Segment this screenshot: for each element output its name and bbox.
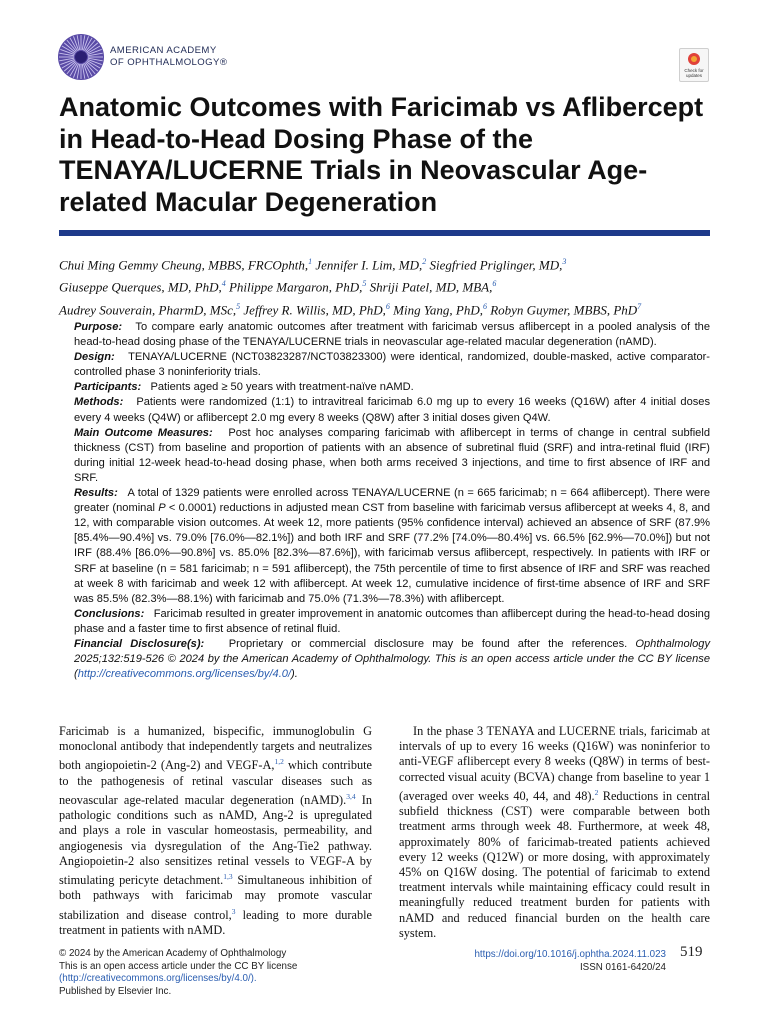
affiliation-marker[interactable]: 5 bbox=[236, 301, 241, 311]
affiliation-marker[interactable]: 6 bbox=[482, 301, 487, 311]
author-name: Giuseppe Querques, MD, PhD, bbox=[59, 279, 222, 295]
body-paragraph-left: Faricimab is a humanized, bispecific, immunoglobulin G monoclonal antibody that independently targets and neutralizes both angiopoietin-2 (Ang-2) and VEGF-A,$^{1,2}$ which contribute to the pathogenesis of retinal vascular diseases such as neovascular age-related macular degeneration (nAMD).$^{3,4}$ In pathologic conditions such as nAMD, Ang-2 is upregulated and plays a role in vascular homeostasis, permeability, and angiogenesis via dysregulation of the Ang-Tie2 pathway. Angiopoietin-2 also sensitizes retinal vessels to VEGF-A by stimulating pericyte detachment.$^{1,3}$ Simultaneous inhibition of both pathways with faricimab may promote vascular stabilization and disease control,$^3$ leading to more durable treatment in patients with nAMD. bbox=[59, 724, 372, 937]
affiliation-marker[interactable]: 6 bbox=[385, 301, 390, 311]
citation-text: Ophthalmology 2025;132:519-526 © 2024 by the American Academy of Ophthalmology. This is an open access article under the CC BY license ( bbox=[74, 637, 710, 681]
issn: ISSN 0161-6420/24 bbox=[579, 961, 666, 973]
author-name: Philippe Margaron, PhD, bbox=[228, 279, 363, 295]
reference-link[interactable]: 2 bbox=[594, 787, 599, 797]
participants-label: Participants: bbox=[74, 381, 142, 394]
affiliation-marker[interactable]: 5 bbox=[362, 279, 367, 289]
results-p-symbol: P bbox=[158, 502, 166, 515]
body-column-left bbox=[59, 724, 372, 938]
abstract-results bbox=[74, 486, 710, 607]
page-number: 519 bbox=[680, 944, 703, 960]
author-name: Shriji Patel, MD, MBA, bbox=[369, 279, 493, 295]
crossmark-label: Check for updates bbox=[684, 68, 704, 78]
footer-doi bbox=[430, 949, 666, 974]
author-list bbox=[59, 252, 719, 319]
doi-link[interactable]: https://doi.org/10.1016/j.ophtha.2024.11.023 bbox=[474, 949, 666, 960]
reference-link[interactable]: 3,4 bbox=[346, 791, 356, 801]
body-column-right bbox=[399, 724, 710, 941]
outcome-text: Post hoc analyses comparing faricimab with aflibercept in terms of change in central subfield thickness (CST) from baseline and proportion of patients with an absence of subretinal fluid (SRF) and intra-retinal fluid (IRF) during initial 12-week head-to-head dosing phase, when both arms received 3 injections, and time to first absence of IRF and SRF. bbox=[74, 426, 710, 484]
affiliation-marker[interactable]: 6 bbox=[492, 279, 497, 289]
results-text-a: A total of 1329 patients were enrolled across TENAYA/LUCERNE (n = 665 faricimab; n = 664 aflibercept). There were greater (nominal bbox=[74, 487, 711, 515]
methods-label: Methods: bbox=[74, 396, 124, 409]
author-name: Audrey Souverain, PharmD, MSc, bbox=[59, 301, 237, 317]
affiliation-marker[interactable]: 7 bbox=[637, 301, 642, 311]
abstract-purpose bbox=[74, 320, 710, 350]
check-for-updates-button[interactable] bbox=[679, 48, 709, 82]
disclosure-label: Financial Disclosure(s): bbox=[74, 637, 205, 650]
publisher-line: Published by Elsevier Inc. bbox=[59, 985, 172, 997]
disclosure-text: Proprietary or commercial disclosure may be found after the references. bbox=[228, 637, 636, 650]
footer-license-link[interactable]: (http://creativecommons.org/licenses/by/4.0/). bbox=[59, 973, 257, 985]
author-name: Ming Yang, PhD, bbox=[393, 301, 483, 317]
purpose-text: To compare early anatomic outcomes after treatment with faricimab versus aflibercept in a pooled analysis of the head-to-head dosing phase of the TENAYA/LUCERNE trials in neovascular age-related macular degeneration (nAMD). bbox=[74, 321, 710, 349]
article-title: Anatomic Outcomes with Faricimab vs Aflibercept in Head-to-Head Dosing Phase of the TENAYA/LUCERNE Trials in Neovascular Age-related Macular Degeneration bbox=[59, 92, 704, 217]
abstract-design bbox=[74, 350, 710, 380]
author-name: Jennifer I. Lim, MD, bbox=[315, 257, 423, 273]
author-name: Chui Ming Gemmy Cheung, MBBS, FRCOphth, bbox=[59, 257, 309, 273]
affiliation-marker[interactable]: 3 bbox=[562, 257, 567, 266]
abstract-participants bbox=[74, 380, 710, 395]
title-divider bbox=[59, 230, 710, 236]
crossmark-inner-icon bbox=[691, 56, 697, 62]
reference-link[interactable]: 1,2 bbox=[274, 757, 284, 767]
body-paragraph-right: In the phase 3 TENAYA and LUCERNE trials, faricimab at intervals of up to every 16 weeks (Q16W) was noninferior to anti-VEGF aflibercept every 8 weeks (Q8W) in terms of best-corrected visual acuity (BCVA) change from baseline to year 1 (averaged over weeks 40, 44, and 48).$^2$ Reductions in central subfield thickness (CST) were comparable between both treatment arms through week 48. Furthermore, at week 48, approximately 80% of faricimab-treated patients achieved every 12 weeks (Q12W) or more dosing, with approximately 45% on Q16W dosing. The potential of faricimab to extend treatment intervals while maintaining efficacy could result in meaningfully reduced treatment burden for patients with nAMD and reduced financial burden on the health care system. bbox=[399, 724, 710, 940]
abstract bbox=[74, 320, 710, 682]
purpose-label: Purpose: bbox=[74, 321, 123, 333]
citation-end: ). bbox=[291, 668, 298, 681]
results-text-b: < 0.0001) reductions in adjusted mean CST from baseline with faricimab versus aflibercept at weeks 4, 8, and 12, with comparable vision outcomes. At week 12, more patients (95% confidence interval) achieved an absence of SRF (87.9% [85.4%—90.4%] vs. 79.0% [76.0%—82.1%]) and both IRF and SRF (77.2% [74.0%—80.4%] vs. 66.5% [62.9%—70.0%]) but not IRF (88.4% [86.0%—90.8%] vs. 85.0% [82.3%—87.6%]), with faricimab versus aflibercept, respectively. In patients with IRF or SRF at baseline (n = 581 faricimab; n = 591 aflibercept), the 75th percentile of time to first absence of IRF and SRF was reached at week 8 with faricimab and week 12 with aflibercept. At week 12, cumulative incidence of first-time absence of IRF and SRF was 85.5% (82.3%—88.1%) with faricimab and 75.0% (71.3%—78.3%) with aflibercept. bbox=[74, 502, 710, 605]
journal-logo-text bbox=[110, 45, 227, 69]
abstract-conclusions bbox=[74, 607, 710, 637]
outcome-label: Main Outcome Measures: bbox=[74, 426, 213, 439]
reference-link[interactable]: 1,3 bbox=[223, 872, 233, 882]
conclusions-text: Faricimab resulted in greater improvement in anatomic outcomes than aflibercept during the head-to-head dosing phase and a faster time to first absence of retinal fluid. bbox=[74, 607, 711, 635]
license-line: This is an open access article under the CC BY license bbox=[59, 960, 298, 972]
affiliation-marker[interactable]: 1 bbox=[308, 257, 313, 266]
design-text: TENAYA/LUCERNE (NCT03823287/NCT03823300) were identical, randomized, double-masked, active comparator-controlled phase 3 noninferiority trials. bbox=[74, 351, 710, 379]
abstract-disclosure bbox=[74, 637, 710, 682]
participants-text: Patients aged ≥ 50 years with treatment-naïve nAMD. bbox=[150, 381, 414, 394]
license-link[interactable]: http://creativecommons.org/licenses/by/4.0/ bbox=[77, 668, 292, 681]
design-label: Design: bbox=[74, 351, 115, 364]
results-label: Results: bbox=[74, 487, 118, 500]
logo-line-2: OF OPHTHALMOLOGY® bbox=[110, 57, 228, 68]
footer-copyright bbox=[59, 948, 389, 998]
logo-line-1: AMERICAN ACADEMY bbox=[110, 45, 217, 56]
reference-link[interactable]: 3 bbox=[231, 906, 236, 916]
author-name: Jeffrey R. Willis, MD, PhD, bbox=[243, 301, 386, 317]
affiliation-marker[interactable]: 2 bbox=[422, 257, 427, 266]
conclusions-label: Conclusions: bbox=[74, 607, 145, 620]
methods-text: Patients were randomized (1:1) to intravitreal faricimab 6.0 mg up to every 16 weeks (Q16W) after 4 initial doses every 4 weeks (Q4W) or aflibercept 2.0 mg every 8 weeks (Q8W) after 3 initial doses given Q4W. bbox=[74, 396, 711, 424]
author-name: Robyn Guymer, MBBS, PhD bbox=[490, 301, 638, 317]
abstract-methods bbox=[74, 395, 710, 425]
copyright-line: © 2024 by the American Academy of Ophthalmology bbox=[59, 948, 287, 959]
academy-logo-icon bbox=[57, 33, 105, 81]
affiliation-marker[interactable]: 4 bbox=[221, 279, 226, 289]
author-name: Siegfried Priglinger, MD, bbox=[429, 257, 563, 273]
abstract-outcome-measures bbox=[74, 426, 710, 486]
